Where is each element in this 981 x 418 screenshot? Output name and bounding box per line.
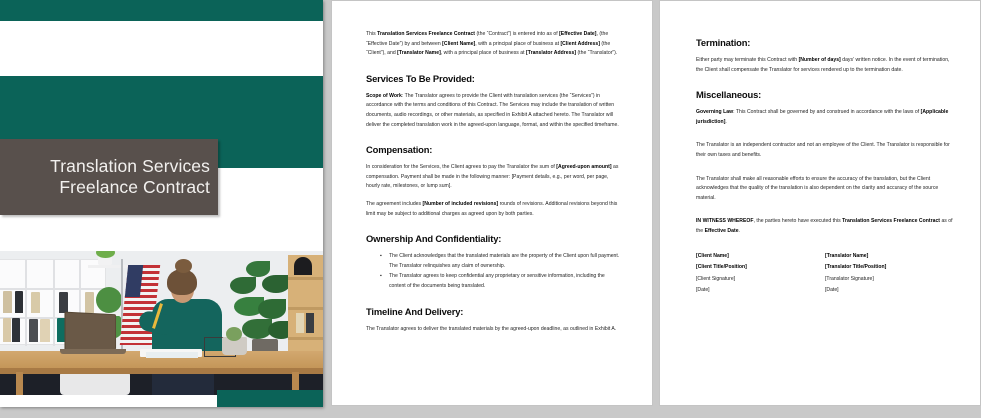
intro-fragment-3: [Effective Date] — [559, 31, 597, 37]
client-signature-field[interactable]: [Client Signature] — [696, 275, 736, 282]
cover-bottom-accent-bar — [217, 390, 323, 407]
witness-effective-date: Effective Date — [704, 227, 739, 234]
intro-fragment-1: Translation Services Freelance Contract — [377, 31, 476, 37]
witness-lead: IN WITNESS WHEREOF — [696, 218, 754, 225]
heading-timeline: Timeline And Delivery: — [366, 305, 464, 317]
witness-mid: , the parties hereto have executed this — [753, 218, 843, 225]
photo-succulent — [226, 327, 242, 341]
translator-signature-field[interactable]: [Translator Signature] — [825, 275, 874, 282]
intro-fragment-8: (the “Client”), and — [366, 40, 611, 57]
cover-top-accent-bar — [0, 0, 323, 21]
comp-text-b: as compensation. Payment shall be made in the following manner: [Payment details, e.g., per word, per page, hourly rate, milestones, or lump sum]. — [366, 164, 619, 190]
heading-miscellaneous: Miscellaneous: — [696, 89, 762, 101]
independent-contractor-paragraph: The Translator is an independent contractor and not an employee of the Client. The Translator is responsible for their own taxes and benefits. — [696, 142, 950, 158]
ownership-bullet-list — [366, 252, 622, 291]
accuracy-paragraph: The Translator shall make all reasonable efforts to ensure the accuracy of the translation, but the Client acknowledges that the quality of the translation is also dependent on the clarity and accuracy of the source material. — [696, 175, 939, 201]
termination-text-b: days’ written notice. In the event of termination, the Client shall compensate the Translator for services rendered up to the termination date. — [696, 57, 950, 73]
witness-paragraph — [696, 217, 954, 236]
page-3-content — [696, 37, 954, 297]
signature-column-client — [696, 251, 825, 297]
revisions-text-a: The agreement includes — [366, 200, 423, 207]
intro-fragment-2: (the “Contract”) is entered into as of — [475, 31, 560, 37]
client-date-field[interactable]: [Date] — [696, 287, 710, 294]
list-item: ▪ The Translator agrees to keep confidential any proprietary or sensitive information, including the content of the documents being translated. — [380, 272, 622, 291]
heading-compensation: Compensation: — [366, 144, 433, 156]
comp-text-a: In consideration for the Services, the Client agrees to pay the Translator the sum of — [366, 164, 557, 171]
cover-photograph — [0, 251, 323, 395]
intro-paragraph — [366, 30, 622, 59]
intro-fragment-4: , (the “Effective Date”) by and between — [366, 31, 609, 47]
compensation-paragraph-1 — [366, 163, 622, 192]
client-title-field[interactable]: [Client Title/Position] — [696, 264, 747, 271]
cover-title-line-2: Freelance Contract — [59, 177, 210, 197]
governing-law-paragraph — [696, 108, 954, 127]
photo-desk-edge — [0, 368, 323, 374]
photo-flag-canton — [125, 265, 143, 297]
governing-law-label: Governing Law — [696, 109, 734, 116]
photo-desk-leg-left — [16, 372, 23, 395]
cover-page[interactable] — [0, 0, 323, 407]
intro-fragment-0: This — [366, 31, 378, 37]
contract-page-2[interactable] — [331, 0, 653, 406]
photo-right-wood-shelf — [288, 255, 323, 355]
cover-title-line-1: Translation Services — [50, 156, 210, 176]
termination-days-placeholder: [Number of days] — [798, 57, 841, 63]
page-2-content — [366, 30, 622, 342]
scope-of-work-body: : The Translator agrees to provide the Client with translation services (the “Services”) in accordance with the terms and conditions of this Contract. The Services may include the translation of written documents, audio recordings, or other materials, as specified in Exhibit A attached hereto. The Translator will deliver the completed translation work in the agreed-upon language, format, and within the specified timeframe. — [366, 92, 619, 128]
timeline-paragraph: The Translator agrees to deliver the translated materials by the agreed-upon deadline, as outlined in Exhibit A. — [366, 325, 617, 332]
list-item: ▪ The Client acknowledges that the translated materials are the property of the Client upon full payment. The Translator relinquishes any claim of ownership. — [380, 252, 622, 271]
scope-of-work-label: Scope of Work — [366, 92, 402, 99]
photo-papers-secondary — [146, 352, 198, 358]
intro-fragment-5: [Client Name] — [442, 40, 476, 47]
contract-page-3[interactable] — [659, 0, 981, 406]
witness-end: . — [738, 227, 740, 234]
witness-tail: as of the — [696, 218, 953, 234]
revisions-placeholder: [Number of included revisions] — [422, 200, 499, 207]
heading-termination: Termination: — [696, 37, 751, 48]
photo-laptop-base — [60, 349, 126, 354]
termination-paragraph — [696, 56, 954, 75]
heading-services: Services To Be Provided: — [366, 72, 475, 84]
scope-of-work-paragraph — [366, 92, 622, 130]
governing-law-text-a: : This Contract shall be governed by and construed in accordance with the laws of — [733, 109, 921, 116]
photo-chair — [60, 371, 130, 395]
translator-name-field[interactable]: [Translator Name] — [825, 252, 869, 259]
intro-fragment-12: (the “Translator”). — [576, 50, 618, 57]
intro-fragment-10: , with a principal place of business at — [440, 50, 526, 57]
governing-law-text-b: . — [725, 118, 727, 125]
termination-text-a: Either party may terminate this Contract with — [696, 57, 799, 63]
photo-topiary-ball-1 — [96, 287, 122, 313]
signature-block — [696, 251, 954, 297]
cover-title-box — [0, 139, 218, 215]
jurisdiction-placeholder: [Applicable jurisdiction] — [696, 109, 949, 125]
signature-column-translator — [825, 251, 954, 297]
compensation-paragraph-2 — [366, 200, 622, 219]
translator-title-field[interactable]: [Translator Title/Position] — [825, 264, 887, 271]
comp-amount-placeholder: [Agreed-upon amount] — [556, 164, 612, 171]
intro-fragment-6: , with a principal place of business at — [475, 40, 561, 47]
heading-ownership: Ownership And Confidentiality: — [366, 233, 502, 245]
witness-contract-name: Translation Services Freelance Contract — [842, 218, 941, 225]
translator-date-field[interactable]: [Date] — [825, 287, 839, 294]
intro-fragment-11: [Translator Address] — [526, 50, 577, 57]
photo-person-bun — [175, 259, 192, 273]
revisions-text-b: rounds of revisions. Additional revisions beyond this limit may be subject to additional charges as agreed upon by both parties. — [366, 200, 618, 217]
client-name-field[interactable]: [Client Name] — [696, 252, 729, 259]
intro-fragment-7: [Client Address] — [560, 40, 600, 47]
photo-laptop-screen — [64, 312, 116, 353]
intro-fragment-9: [Translator Name] — [397, 50, 441, 57]
